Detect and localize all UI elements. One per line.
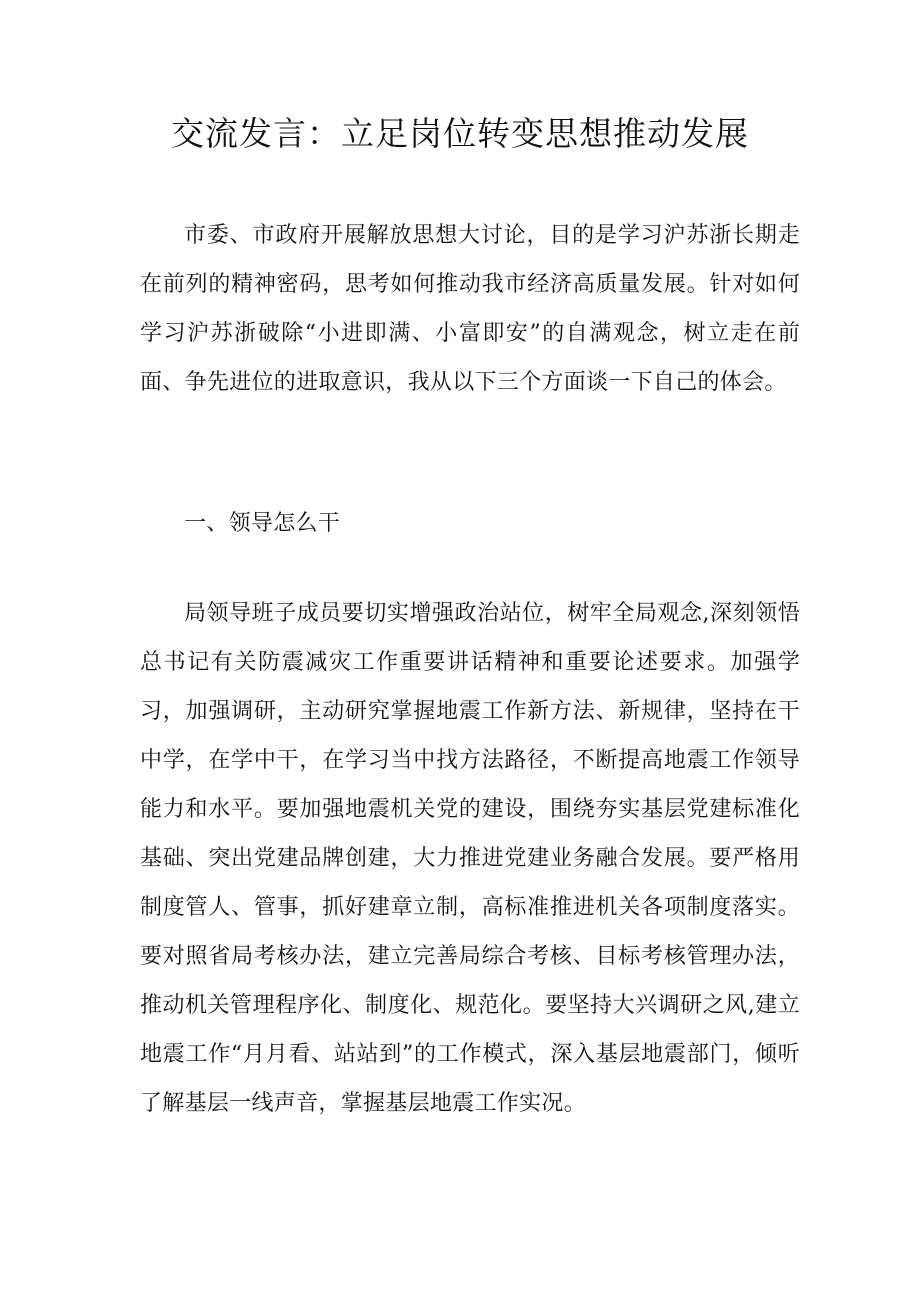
section-body-paragraph: 局领导班子成员要切实增强政治站位，树牢全局观念,深刻领悟总书记有关防震减灾工作重要讲话精神和重要论述要求。加强学习，加强调研，主动研究掌握地震工作新方法、新规律，坚持在干中学，在学中干，在学习当中找方法路径，不断提高地震工作领导能力和水平。要加强地震机关党的建设，围绕夯实基层党建标准化基础、突出党建品牌创建，大力推进党建业务融合发展。要严格用制度管人、管事，抓好建章立制，高标准推进机关各项制度落实。要对照省局考核办法，建立完善局综合考核、目标考核管理办法，推动机关管理程序化、制度化、规范化。要坚持大兴调研之风,建立地震工作“月月看、站站到”的工作模式，深入基层地震部门，倾听了解基层一线声音，掌握基层地震工作实况。 (140, 601, 800, 1116)
intro-paragraph: 市委、市政府开展解放思想大讨论，目的是学习沪苏浙长期走在前列的精神密码，思考如何推动我市经济高质量发展。针对如何学习沪苏浙破除“小进即满、小富即安”的自满观念，树立走在前面、争先进位的进取意识，我从以下三个方面谈一下自己的体会。 (140, 223, 800, 395)
section-heading: 一、领导怎么干 (184, 511, 341, 536)
document-title: 交流发言：立足岗位转变思想推动发展 (171, 114, 749, 153)
